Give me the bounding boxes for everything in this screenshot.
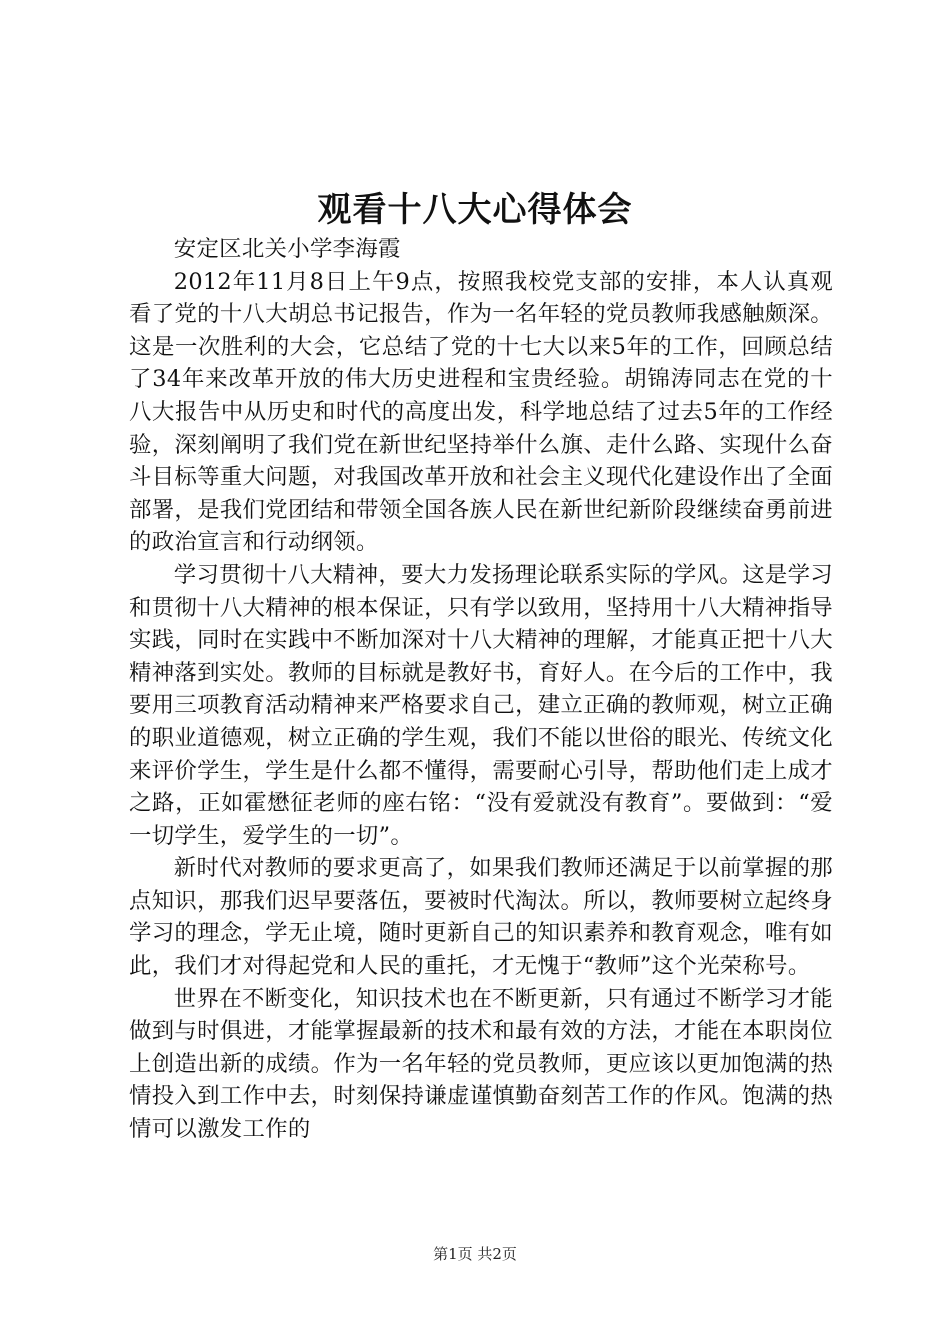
document-body bbox=[129, 233, 833, 1146]
paragraph-2: 学习贯彻十八大精神，要大力发扬理论联系实际的学风。这是学习和贯彻十八大精神的根本保证，只有学以致用，坚持用十八大精神指导实践，同时在实践中不断加深对十八大精神的理解，才能真正把十八大精神落到实处。教师的目标就是教好书，育好人。在今后的工作中，我要用三项教育活动精神来严格要求自己，建立正确的教师观，树立正确的职业道德观，树立正确的学生观，我们不能以世俗的眼光、传统文化来评价学生，学生是什么都不懂得，需要耐心引导，帮助他们走上成才之路，正如霍懋征老师的座右铭：“没有爱就没有教育”。要做到：“爱一切学生，爱学生的一切”。 bbox=[129, 561, 833, 849]
paragraph-3: 新时代对教师的要求更高了，如果我们教师还满足于以前掌握的那点知识，那我们迟早要落伍，要被时代淘汰。所以，教师要树立起终身学习的理念，学无止境，随时更新自己的知识素养和教育观念，唯有如此，我们才对得起党和人民的重托，才无愧于“教师”这个光荣称号。 bbox=[129, 855, 833, 980]
page-footer: 第1页 共2页 bbox=[433, 1245, 517, 1263]
author-line: 安定区北关小学李海霞 bbox=[173, 236, 401, 262]
document-title: 观看十八大心得体会 bbox=[317, 190, 633, 230]
paragraph-1: 2012年11月8日上午9点，按照我校党支部的安排，本人认真观看了党的十八大胡总书记报告，作为一名年轻的党员教师我感触颇深。这是一次胜利的大会，它总结了党的十七大以来5年的工作，回顾总结了34年来改革开放的伟大历史进程和宝贵经验。胡锦涛同志在党的十八大报告中从历史和时代的高度出发，科学地总结了过去5年的工作经验，深刻阐明了我们党在新世纪坚持举什么旗、走什么路、实现什么奋斗目标等重大问题，对我国改革开放和社会主义现代化建设作出了全面部署，是我们党团结和带领全国各族人民在新世纪新阶段继续奋勇前进的政治宣言和行动纲领。 bbox=[129, 268, 833, 556]
paragraph-4: 世界在不断变化，知识技术也在不断更新，只有通过不断学习才能做到与时俱进，才能掌握最新的技术和最有效的方法，才能在本职岗位上创造出新的成绩。作为一名年轻的党员教师，更应该以更加饱满的热情投入到工作中去，时刻保持谦虚谨慎勤奋刻苦工作的作风。饱满的热情可以激发工作的 bbox=[129, 985, 833, 1143]
